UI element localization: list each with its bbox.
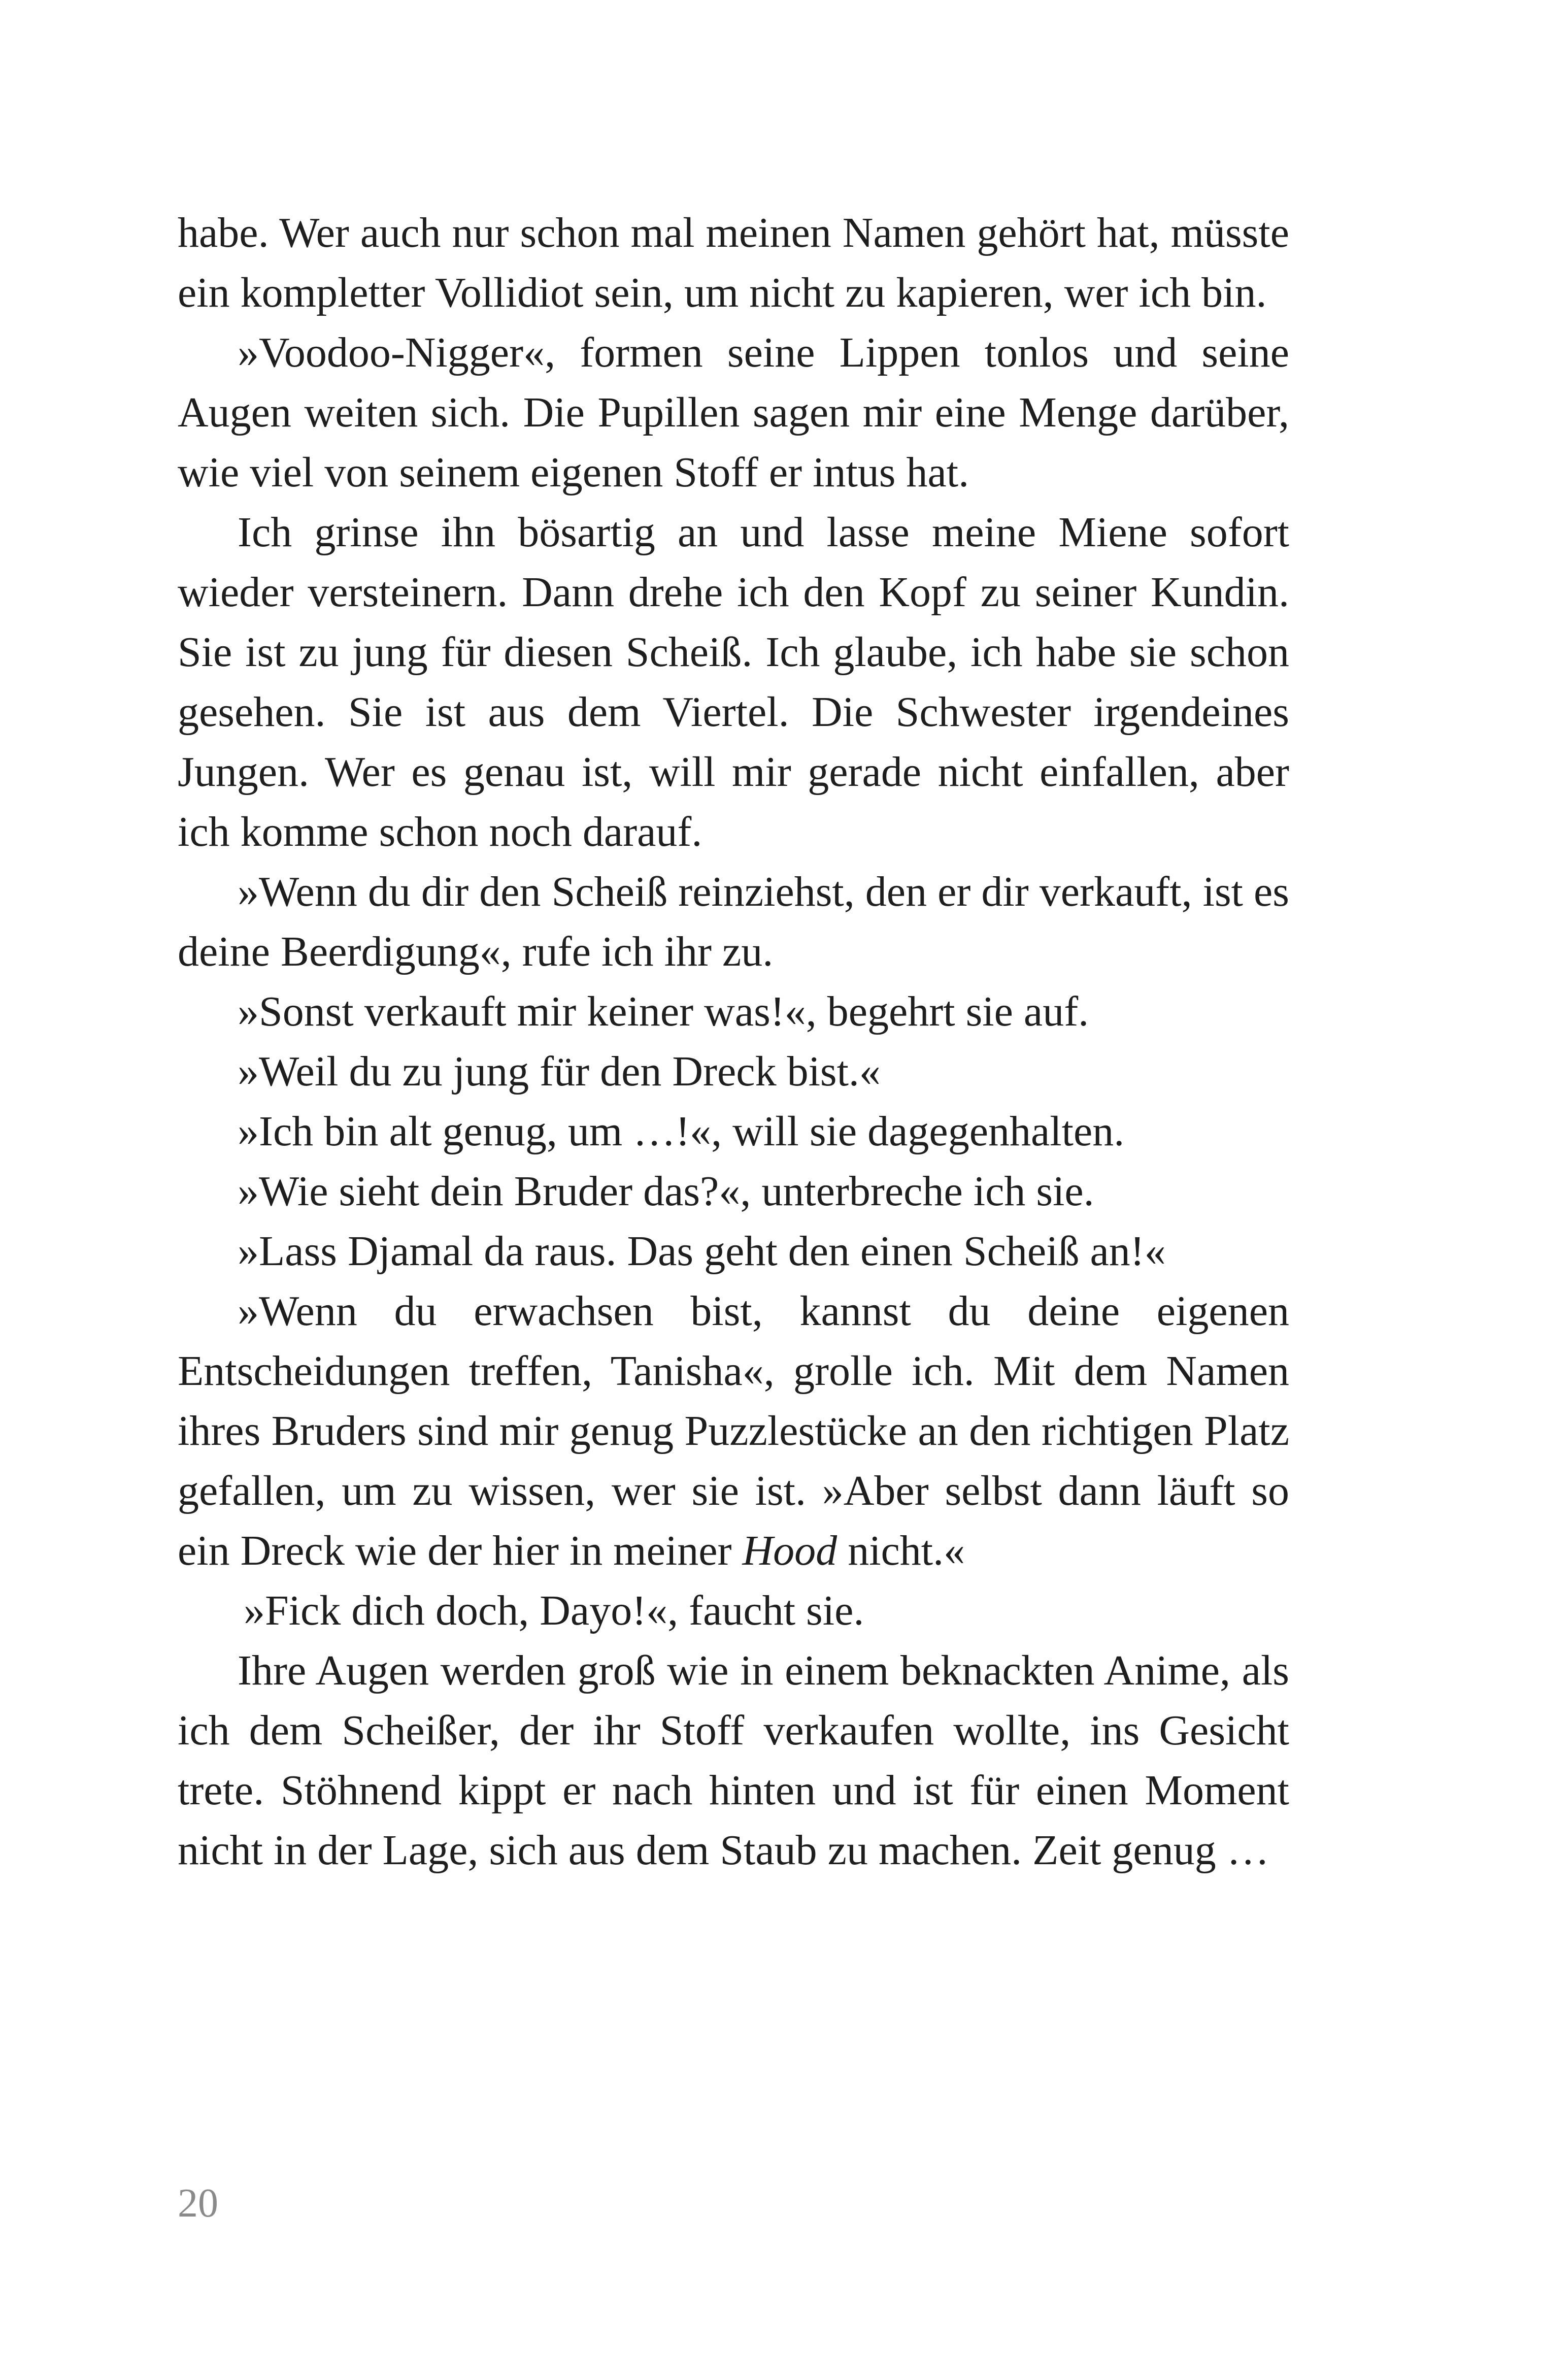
paragraph: »Wie sieht dein Bruder das?«, unterbreche ich sie. — [238, 1168, 1094, 1215]
page-number: 20 — [178, 2181, 218, 2226]
paragraph: »Ich bin alt genug, um …!«, will sie dagegenhalten. — [238, 1108, 1125, 1155]
paragraph-text: »Wenn du erwachsen bist, kannst du deine eigenen Entscheidungen treffen, Tanisha«, grolle ich. Mit dem Namen ihres Bruders sind mir genug Puzzlestücke an den richtigen Platz gefallen, um zu wissen, wer sie ist. »Aber selbst dann läuft so ein Dreck wie der hier in meiner — [178, 1287, 1289, 1574]
paragraph: »Lass Djamal da raus. Das geht den einen Scheiß an!« — [238, 1228, 1166, 1275]
paragraph: Ich grinse ihn bösartig an und lasse meine Miene sofort wieder versteinern. Dann drehe ich den Kopf zu seiner Kundin. Sie ist zu jung für diesen Scheiß. Ich glaube, ich habe sie schon gesehen. Sie ist aus dem Viertel. Die Schwester irgendeines Jungen. Wer es genau ist, will mir gerade nicht einfallen, aber ich komme schon noch darauf. — [178, 509, 1289, 855]
body-text — [178, 203, 1289, 1880]
paragraph: »Fick dich doch, Dayo!«, faucht sie. — [244, 1587, 864, 1634]
paragraph: »Weil du zu jung für den Dreck bist.« — [238, 1048, 881, 1095]
paragraph — [178, 1281, 1289, 1581]
paragraph: »Wenn du dir den Scheiß reinziehst, den er dir verkauft, ist es deine Beerdigung«, rufe ich ihr zu. — [178, 868, 1289, 975]
paragraph: »Voodoo-Nigger«, formen seine Lippen tonlos und seine Augen weiten sich. Die Pupillen sagen mir eine Menge darüber, wie viel von seinem eigenen Stoff er intus hat. — [178, 329, 1289, 496]
paragraph: Ihre Augen werden groß wie in einem beknackten Anime, als ich dem Scheißer, der ihr Stoff verkaufen wollte, ins Gesicht trete. Stöhnend kippt er nach hinten und ist für einen Moment nicht in der Lage, sich aus dem Staub zu machen. Zeit genug … — [178, 1647, 1289, 1874]
paragraph: »Sonst verkauft mir keiner was!«, begehrt sie auf. — [238, 988, 1089, 1035]
paragraph-text: nicht.« — [837, 1527, 965, 1574]
italic-word: Hood — [742, 1527, 838, 1574]
paragraph: habe. Wer auch nur schon mal meinen Namen gehört hat, müsste ein kompletter Vollidiot sein, um nicht zu kapieren, wer ich bin. — [178, 209, 1289, 316]
